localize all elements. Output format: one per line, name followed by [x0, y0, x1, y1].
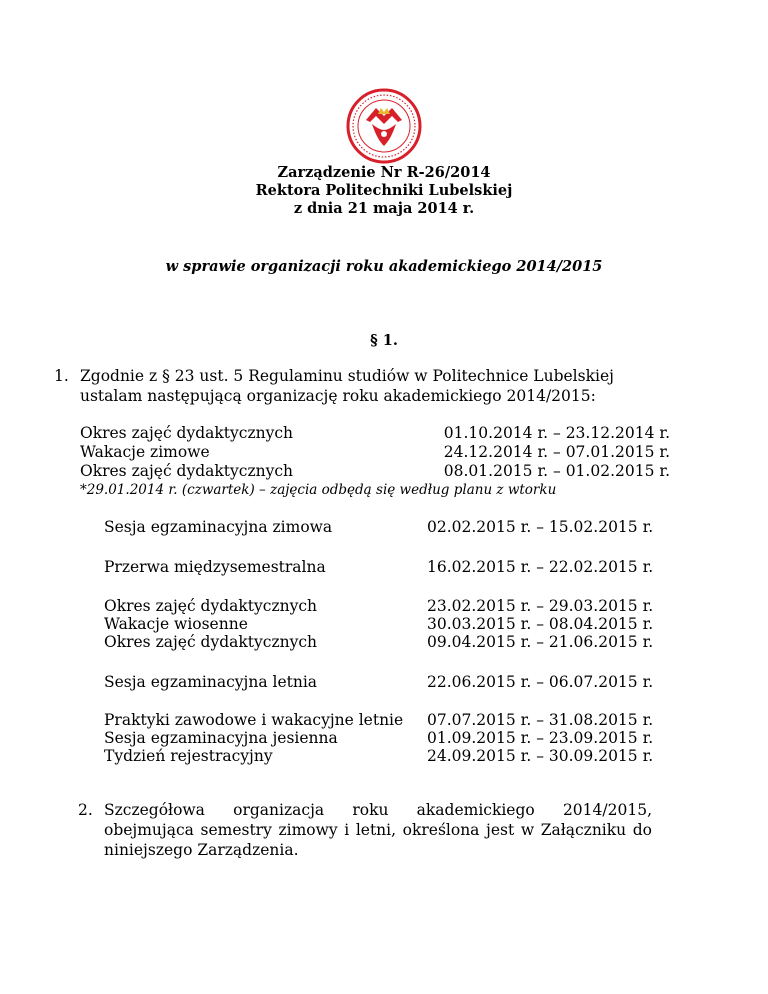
paragraph-text: Zgodnie z § 23 ust. 5 Regulaminu studiów w Politechnice Lubelskiej ustalam następującą organizację roku akademickiego 2014/2015:: [80, 367, 614, 405]
document-header: [0, 164, 768, 218]
schedule-row: [104, 711, 652, 729]
paragraph-2: [78, 800, 652, 860]
schedule-label: Okres zajęć dydaktycznych: [104, 597, 318, 615]
schedule-row: [104, 633, 652, 651]
paragraph-number: 1.: [54, 367, 69, 385]
schedule-row: [104, 615, 652, 633]
schedule-dates: 02.02.2015 r. – 15.02.2015 r.: [427, 518, 654, 536]
schedule-row: [104, 597, 652, 615]
section-heading: § 1.: [370, 332, 398, 349]
schedule-label: Tydzień rejestracyjny: [104, 747, 273, 765]
schedule-label: Praktyki zawodowe i wakacyjne letnie: [104, 711, 404, 729]
schedule-dates: 22.06.2015 r. – 06.07.2015 r.: [427, 673, 654, 691]
schedule-dates: 30.03.2015 r. – 08.04.2015 r.: [427, 615, 654, 633]
schedule-dates: 09.04.2015 r. – 21.06.2015 r.: [427, 633, 654, 651]
document-subject: w sprawie organizacji roku akademickiego 2014/2015: [165, 258, 603, 275]
schedule-dates: 01.10.2014 r. – 23.12.2014 r.: [443, 424, 670, 442]
schedule-dates: 23.02.2015 r. – 29.03.2015 r.: [427, 597, 654, 615]
schedule-label: Wakacje wiosenne: [104, 615, 248, 633]
schedule-label: Sesja egzaminacyjna letnia: [104, 673, 318, 691]
schedule-note: *29.01.2014 r. (czwartek) – zajęcia odbędą się według planu z wtorku: [80, 482, 557, 498]
schedule-dates: 08.01.2015 r. – 01.02.2015 r.: [443, 462, 670, 480]
schedule-group: [104, 558, 652, 576]
university-emblem-icon: [344, 86, 424, 166]
schedule-label: Okres zajęć dydaktycznych: [104, 633, 318, 651]
schedule-row: [104, 673, 652, 691]
paragraph-text: Szczegółowa organizacja roku akademickiego 2014/2015, obejmująca semestry zimowy i letni, określona jest w Załączniku do niniejszego Zarządzenia.: [104, 801, 652, 859]
schedule-row: [80, 443, 670, 462]
schedule-dates: 01.09.2015 r. – 23.09.2015 r.: [427, 729, 654, 747]
schedule-group: [104, 597, 652, 651]
issuer: Rektora Politechniki Lubelskiej: [255, 182, 513, 199]
schedule-group: [104, 673, 652, 691]
schedule-row: [104, 747, 652, 765]
schedule-row: [104, 729, 652, 747]
schedule-group: [104, 518, 652, 536]
schedule-first-block: [80, 424, 670, 500]
schedule-row: [80, 462, 670, 481]
schedule-label: Okres zajęć dydaktycznych: [80, 424, 294, 442]
schedule-dates: 07.07.2015 r. – 31.08.2015 r.: [427, 711, 654, 729]
schedule-dates: 24.09.2015 r. – 30.09.2015 r.: [427, 747, 654, 765]
schedule-row: [80, 424, 670, 443]
schedule-group: [104, 711, 652, 765]
schedule-row: [104, 518, 652, 536]
paragraph-1: [54, 366, 676, 406]
schedule-dates: 24.12.2014 r. – 07.01.2015 r.: [443, 443, 670, 461]
decree-date: z dnia 21 maja 2014 r.: [293, 200, 475, 217]
decree-number: Zarządzenie Nr R-26/2014: [277, 164, 491, 181]
schedule-label: Przerwa międzysemestralna: [104, 558, 326, 576]
schedule-label: Sesja egzaminacyjna jesienna: [104, 729, 338, 747]
schedule-dates: 16.02.2015 r. – 22.02.2015 r.: [427, 558, 654, 576]
schedule-label: Okres zajęć dydaktycznych: [80, 462, 294, 480]
schedule-label: Wakacje zimowe: [80, 443, 210, 461]
schedule-label: Sesja egzaminacyjna zimowa: [104, 518, 333, 536]
paragraph-number: 2.: [78, 801, 93, 819]
schedule-row: [104, 558, 652, 576]
